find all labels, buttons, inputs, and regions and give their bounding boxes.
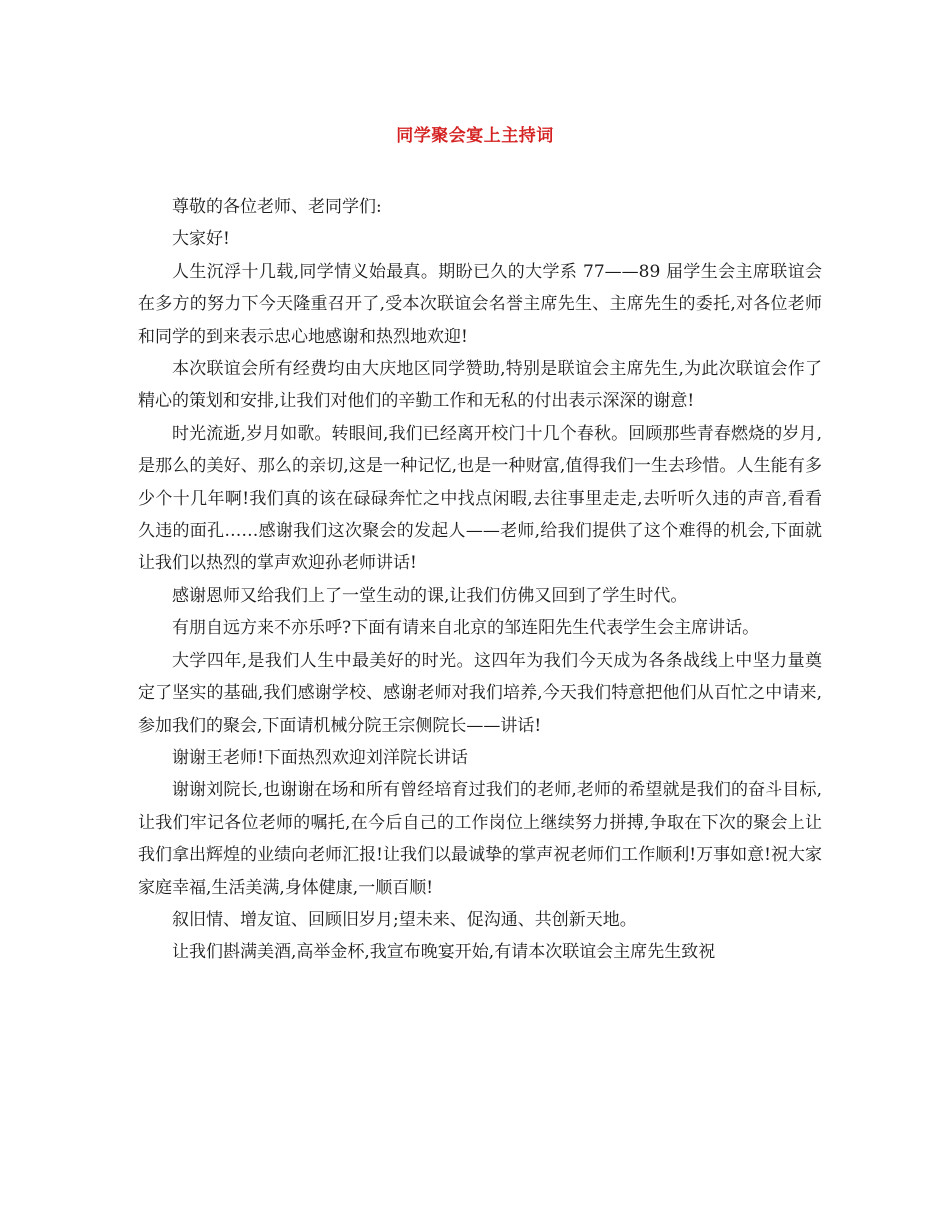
paragraph-guest-speech: 有朋自远方来不亦乐呼?下面有请来自北京的邹连阳先生代表学生会主席讲话。: [172, 618, 760, 639]
paragraph-opening: 人生沉浮十几载,同学情义始最真。期盼已久的大学系 77——89 届学生会主席联谊会在多方的努力下今天隆重召开了,受本次联谊会名誉主席先生、主席先生的委托,对各位老师和同学的到来表示忠心地感谢和热烈地欢迎!: [138, 261, 822, 347]
paragraph-greeting: 尊敬的各位老师、老同学们:: [172, 197, 382, 217]
paragraph-thanks-dean: 谢谢刘院长,也谢谢在场和所有曾经培育过我们的老师,老师的希望就是我们的奋斗目标,让我们牢记各位老师的嘱托,在今后自己的工作岗位上继续努力拼搏,争取在下次的聚会上让我们拿出辉煌的业绩向老师汇报!让我们以最诚挚的掌声祝老师们工作顺利!万事如意!祝大家家庭幸福,生活美满,身体健康,一顺百顺!: [138, 780, 822, 898]
paragraph-toast: 让我们斟满美酒,高举金杯,我宣布晚宴开始,有请本次联谊会主席先生致祝: [172, 942, 716, 963]
paragraph-thanks-teacher: 感谢恩师又给我们上了一堂生动的课,让我们仿佛又回到了学生时代。: [172, 585, 688, 606]
paragraph-motto: 叙旧情、增友谊、回顾旧岁月;望未来、促沟通、共创新天地。: [172, 909, 637, 930]
document-body: [138, 191, 822, 969]
paragraph-memories: 时光流逝,岁月如歌。转眼间,我们已经离开校门十几个春秋。回顾那些青春燃烧的岁月,是那么的美好、那么的亲切,这是一种记忆,也是一种财富,值得我们一生去珍惜。人生能有多少个十几年啊!我们真的该在碌碌奔忙之中找点闲暇,去往事里走走,去听听久违的声音,看看久违的面孔……感谢我们这次聚会的发起人——老师,给我们提供了这个难得的机会,下面就让我们以热烈的掌声欢迎孙老师讲话!: [138, 423, 822, 574]
paragraph-university-years: 大学四年,是我们人生中最美好的时光。这四年为我们今天成为各条战线上中坚力量奠定了坚实的基础,我们感谢学校、感谢老师对我们培养,今天我们特意把他们从百忙之中请来,参加我们的聚会,下面请机械分院王宗侧院长——讲话!: [138, 650, 822, 736]
paragraph-sponsors: 本次联谊会所有经费均由大庆地区同学赞助,特别是联谊会主席先生,为此次联谊会作了精心的策划和安排,让我们对他们的辛勤工作和无私的付出表示深深的谢意!: [138, 359, 822, 412]
paragraph-dean-speech: 谢谢王老师!下面热烈欢迎刘洋院长讲话: [172, 747, 468, 768]
paragraph-hello: 大家好!: [172, 229, 230, 250]
document-title: 同学聚会宴上主持词: [396, 126, 554, 146]
